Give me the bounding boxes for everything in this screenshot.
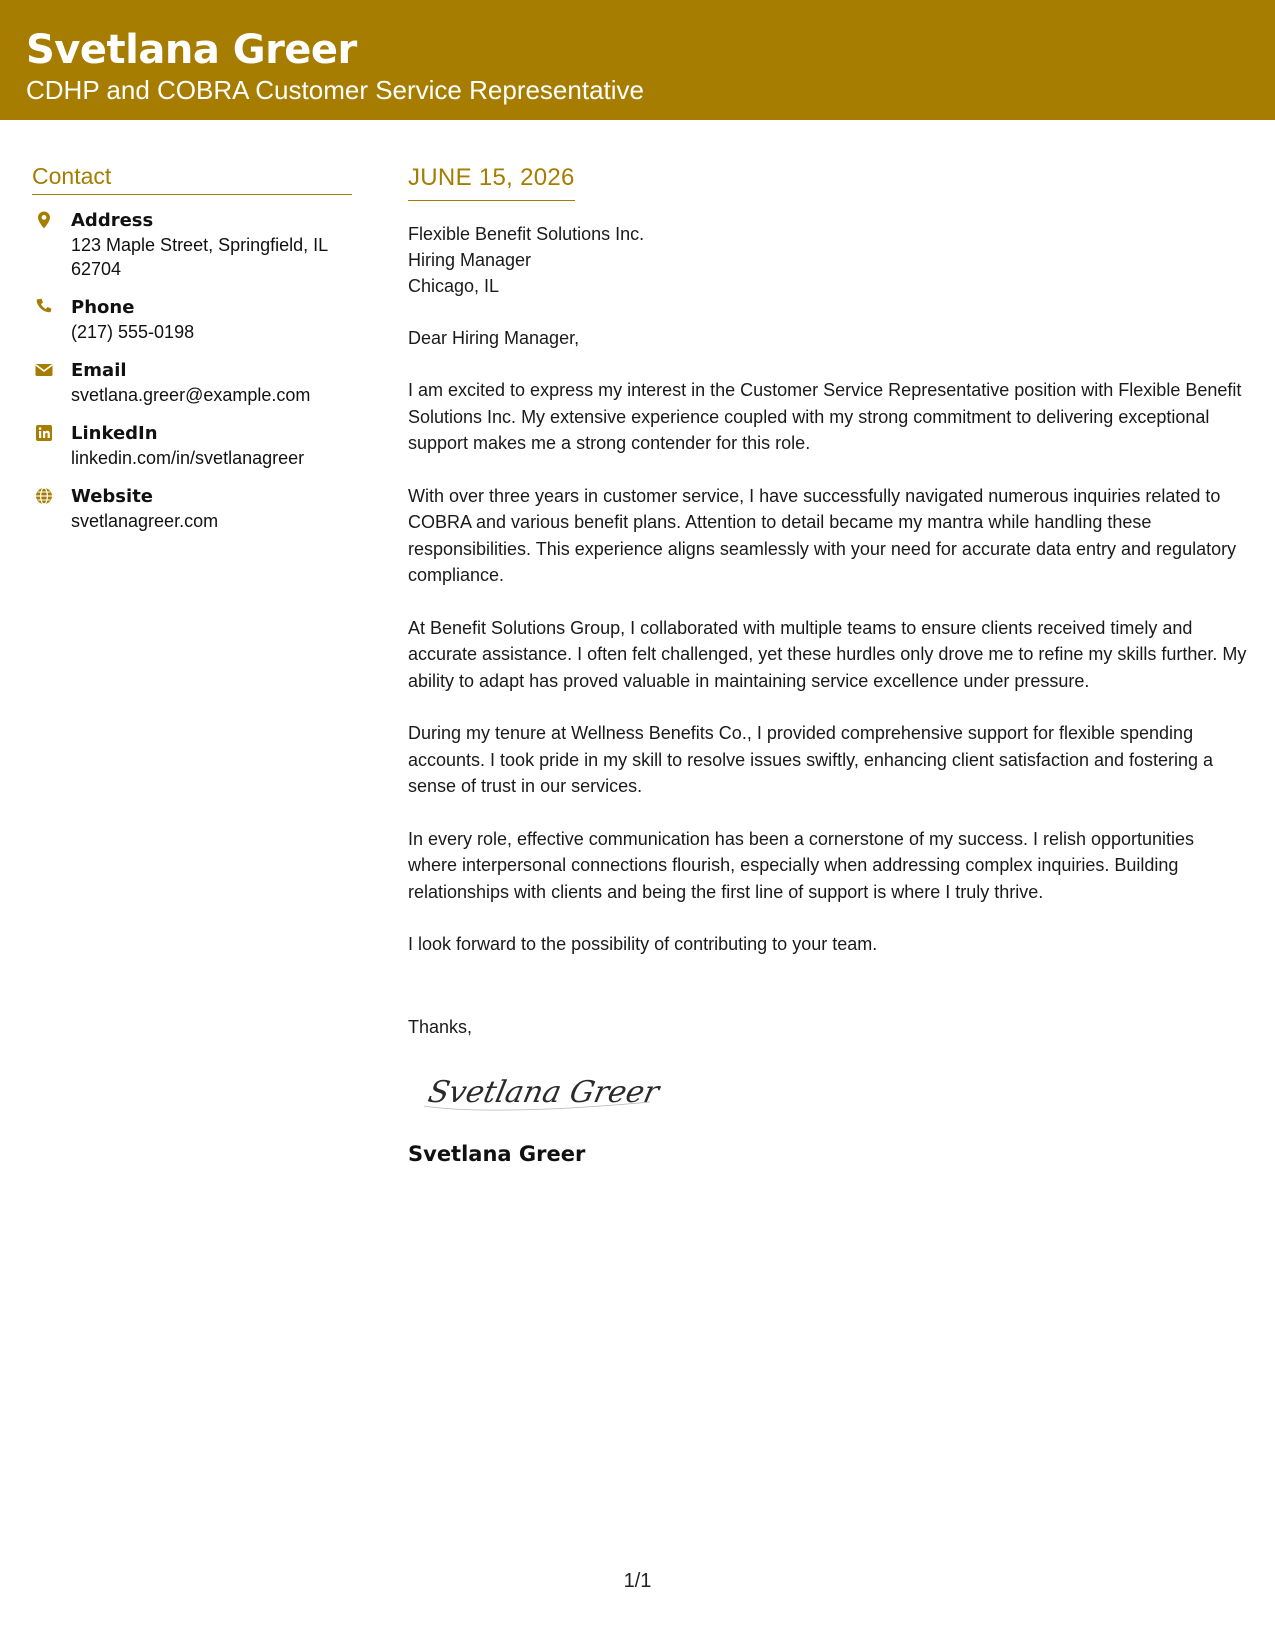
recipient-title: Hiring Manager [408,250,532,270]
letter-date: JUNE 15, 2026 [408,162,575,201]
salutation: Dear Hiring Manager, [408,328,580,348]
contact-label: Website [71,486,154,507]
globe-icon [34,486,54,506]
linkedin-icon [34,423,54,443]
handwritten-signature [422,1068,662,1114]
contact-value[interactable]: linkedin.com/in/svetlanagreer [71,448,305,468]
contact-website [32,485,352,533]
contact-sidebar [32,162,352,548]
contact-linkedin [32,422,352,470]
contact-value[interactable]: svetlanagreer.com [71,511,219,531]
paragraph: I am excited to express my interest in the Customer Service Representative position with Flexible Benefit Solutions Inc. My extensive experience coupled with my strong commitment to delivering exceptional support makes me a strong contender for this role. [408,380,1242,453]
svg-text:Svetlana Greer: Svetlana Greer [425,1074,662,1110]
contact-email [32,359,352,407]
recipient-location: Chicago, IL [408,276,500,296]
contact-value: 123 Maple Street, Springfield, IL 62704 [71,235,328,279]
paragraph: In every role, effective communication has been a cornerstone of my success. I relish opportunities where interpersonal connections flourish, especially when addressing complex inquiries. Building relationships with clients and being the first line of support is where I truly thrive. [408,828,1195,902]
signer-name: Svetlana Greer [408,1141,586,1166]
header-banner [0,0,1275,120]
contact-value[interactable]: svetlana.greer@example.com [71,385,311,405]
paragraph: During my tenure at Wellness Benefits Co., I provided comprehensive support for flexible spending accounts. I took pride in my skill to resolve issues swiftly, enhancing client satisfaction and fostering a sense of trust in our services. [408,723,1214,796]
closing: Thanks, [408,1016,473,1037]
paragraph: I look forward to the possibility of contributing to your team. [408,934,878,954]
page-number: 1/1 [623,1570,652,1592]
location-pin-icon [34,210,54,230]
paragraph: With over three years in customer service, I have successfully navigated numerous inquiries related to COBRA and various benefit plans. Attention to detail became my mantra while handling these responsibilities. This experience aligns seamlessly with your need for accurate data entry and regulatory compliance. [408,485,1237,585]
letter-body [408,162,1248,1168]
phone-icon [34,297,54,317]
contact-address [32,209,352,281]
contact-label: Email [71,360,127,381]
paragraph: At Benefit Solutions Group, I collaborated with multiple teams to ensure clients received timely and accurate assistance. I often felt challenged, yet these hurdles only drove me to refine my skills further. My ability to adapt has proved valuable in maintaining service excellence under pressure. [408,617,1247,691]
envelope-icon [34,360,54,380]
contact-heading: Contact [32,162,352,195]
recipient-company: Flexible Benefit Solutions Inc. [408,224,645,244]
contact-label: Address [71,210,154,231]
applicant-name: Svetlana Greer [26,27,357,73]
recipient-block [408,221,1248,299]
contact-phone [32,296,352,344]
contact-value[interactable]: (217) 555-0198 [71,322,195,342]
applicant-role: CDHP and COBRA Customer Service Representative [26,75,644,105]
contact-list [32,209,352,533]
contact-label: Phone [71,297,135,318]
contact-label: LinkedIn [71,423,158,444]
